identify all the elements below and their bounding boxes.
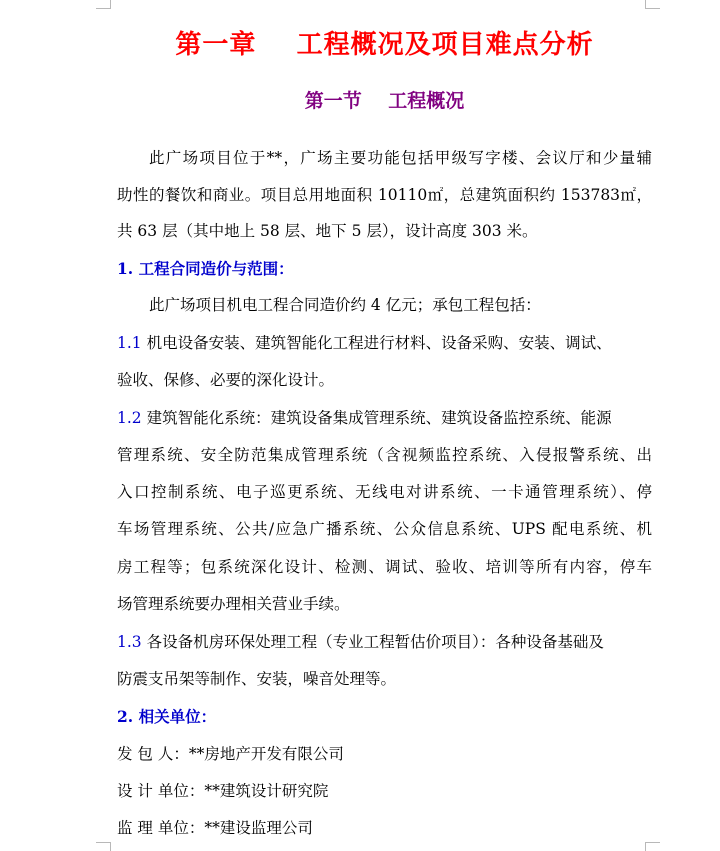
unit-label-developer: 发 包 人： xyxy=(117,745,189,763)
contract-price-line: 此广场项目机电工程合同造价约 4 亿元；承包工程包括： xyxy=(149,296,541,314)
unit-row-designer xyxy=(117,781,652,801)
heading-related-units: 2. 相关单位： xyxy=(117,707,217,726)
item-1-1-number: 1.1 xyxy=(117,334,142,352)
item-1-1-text: 机电设备安装、建筑智能化工程进行材料、设备采购、安装、调试、 xyxy=(141,334,612,352)
intro-line-2: 助性的餐饮和商业。项目总用地面积 10110㎡，总建筑面积约 153783㎡， xyxy=(117,186,652,204)
heading-contract-scope: 1. 工程合同造价与范围： xyxy=(117,259,294,278)
intro-line-3: 共 63 层（其中地上 58 层、地下 5 层），设计高度 303 米。 xyxy=(117,222,538,240)
crop-mark-bottom-right xyxy=(645,842,660,851)
item-1-3-text: 各设备机房环保处理工程（专业工程暂估价项目）：各种设备基础及 xyxy=(141,633,604,651)
item-1-3-line-2: 防震支吊架等制作、安装，噪音处理等。 xyxy=(117,670,397,688)
unit-value-supervisor: **建设监理公司 xyxy=(204,819,313,837)
item-1-2-text: 建筑智能化系统：建筑设备集成管理系统、建筑设备监控系统、能源 xyxy=(141,409,612,427)
item-1-2-line-3: 入口控制系统、电子巡更系统、无线电对讲系统、一卡通管理系统）、停 xyxy=(117,483,652,501)
item-1-3-number: 1.3 xyxy=(117,633,142,651)
item-1-2-line-1 xyxy=(117,408,652,428)
unit-label-supervisor: 监 理 单位： xyxy=(117,819,205,837)
item-1-1-line-1 xyxy=(117,333,652,353)
item-1-2-line-4: 车场管理系统、公共/应急广播系统、公众信息系统、UPS 配电系统、机 xyxy=(117,520,652,538)
item-1-1-line-2: 验收、保修、必要的深化设计。 xyxy=(117,371,335,389)
item-1-3-line-1 xyxy=(117,632,652,652)
unit-value-designer: **建筑设计研究院 xyxy=(204,782,329,800)
item-1-2-line-5: 房工程等；包系统深化设计、检测、调试、验收、培训等所有内容，停车 xyxy=(117,558,652,576)
crop-mark-top-left xyxy=(96,0,111,9)
section-title: 第一节 工程概况 xyxy=(304,90,465,112)
chapter-title: 第一章 工程概况及项目难点分析 xyxy=(175,30,594,60)
item-1-2-line-2: 管理系统、安全防范集成管理系统（含视频监控系统、入侵报警系统、出 xyxy=(117,446,652,464)
intro-line-1: 此广场项目位于**，广场主要功能包括甲级写字楼、会议厅和少量辅 xyxy=(149,149,652,167)
unit-row-developer xyxy=(117,744,652,764)
crop-mark-bottom-left xyxy=(96,842,111,851)
item-1-2-line-6: 场管理系统要办理相关营业手续。 xyxy=(117,595,350,613)
item-1-2-number: 1.2 xyxy=(117,409,142,427)
unit-label-designer: 设 计 单位： xyxy=(117,782,205,800)
crop-mark-top-right xyxy=(645,0,660,9)
unit-row-supervisor xyxy=(117,818,652,838)
unit-value-developer: **房地产开发有限公司 xyxy=(188,745,344,763)
